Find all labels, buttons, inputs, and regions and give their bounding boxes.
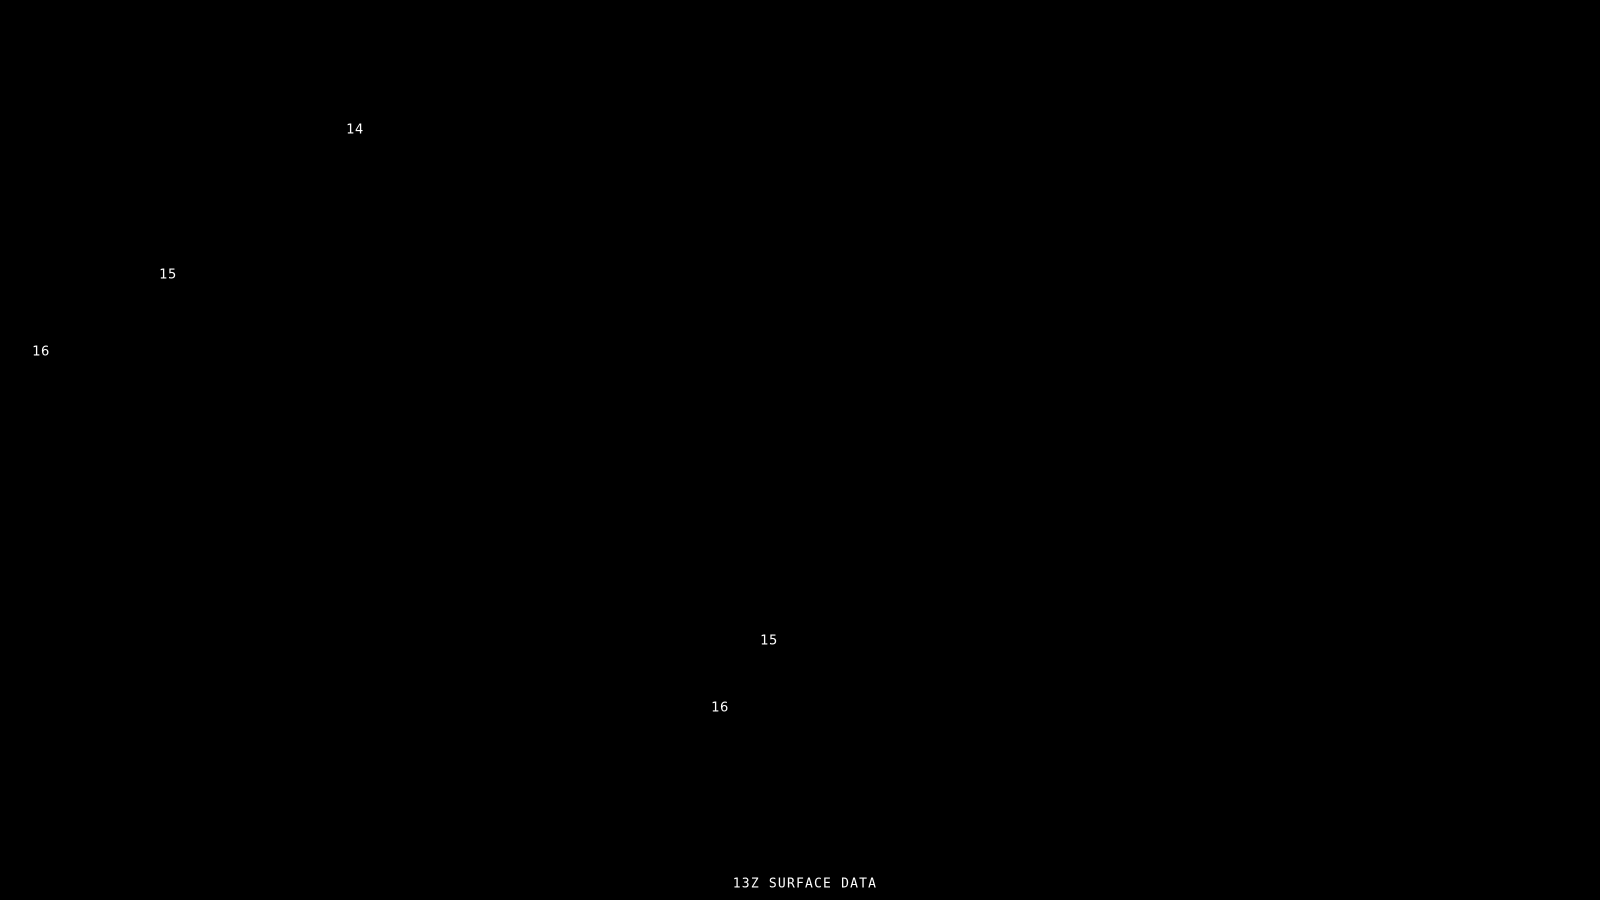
contour-label-16-se: 16 (711, 700, 729, 716)
contour-label-15-se: 15 (760, 633, 778, 649)
contour-label-16-nw: 16 (32, 344, 50, 360)
contour-label-15-nw: 15 (159, 267, 177, 283)
contour-label-14-nw: 14 (346, 122, 364, 138)
chart-caption: 13Z SURFACE DATA (732, 876, 878, 892)
